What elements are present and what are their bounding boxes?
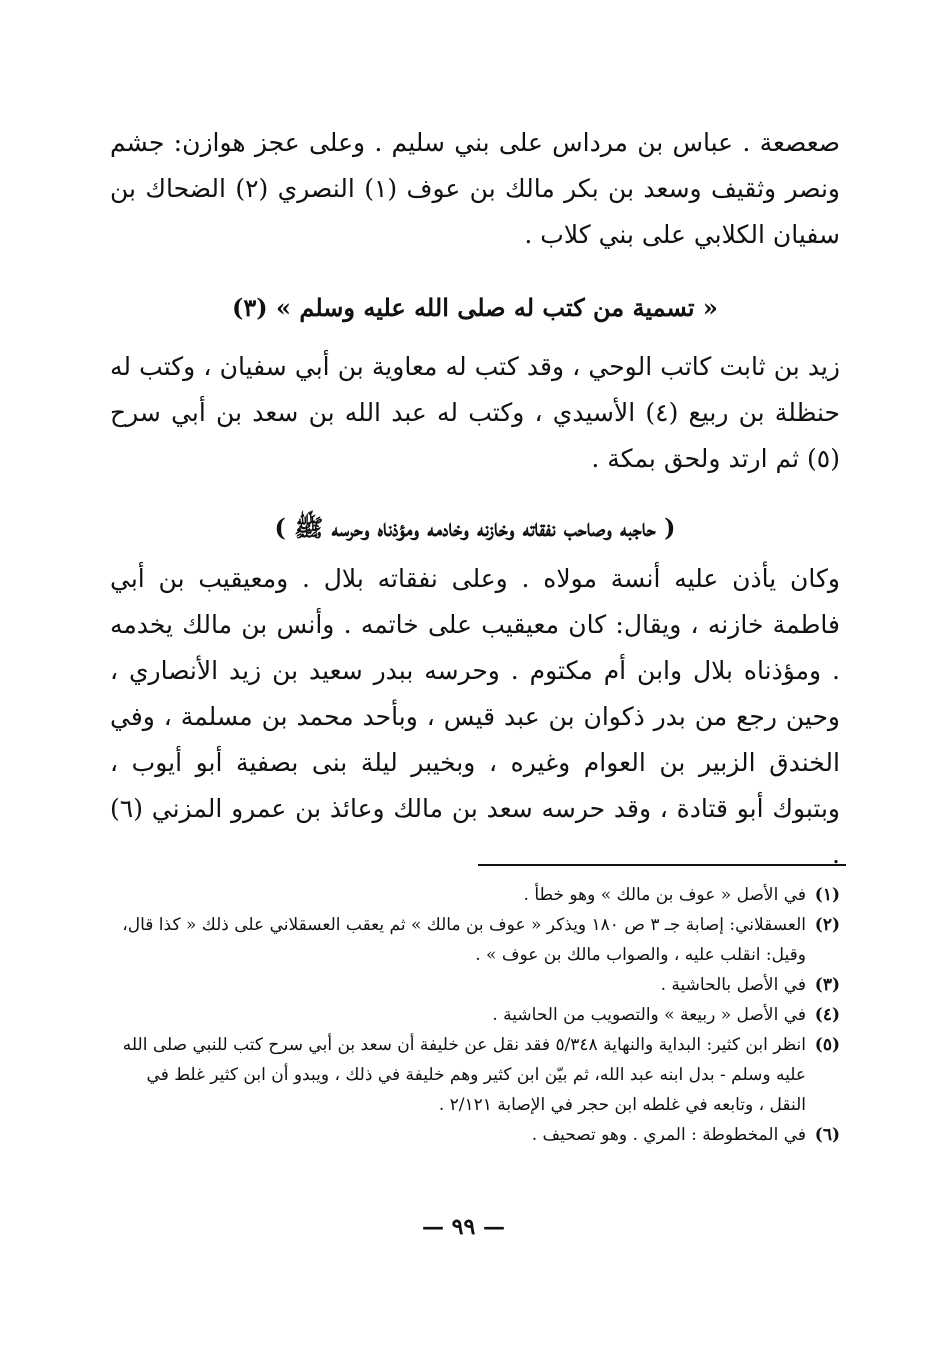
main-text xyxy=(110,120,840,878)
footnote-text: في الأصل « عوف بن مالك » وهو خطأ . xyxy=(523,885,806,905)
footnote-item xyxy=(110,1030,840,1120)
footnotes xyxy=(110,880,840,1150)
footnote-number: (٤) xyxy=(814,1005,840,1025)
footnote-number: (٣) xyxy=(814,975,840,995)
paragraph-attendants: وكان يأذن عليه أنسة مولاه . وعلى نفقاته بلال . ومعيقيب بن أبي فاطمة خازنه ، ويقال: كان معيقيب على خاتمه . وأنس بن مالك يخدمه . ومؤذناه بلال وابن أم مكتوم . وحرسه ببدر سعيد بن زيد الأنصاري ، وحين رجع من بدر ذكوان بن عبد قيس ، وبأحد محمد بن مسلمة ، وفي الخندق الزبير بن العوام وغيره ، وبخيبر ليلة بنى بصفية أبو أيوب ، وبتبوك أبو قتادة ، وقد حرسه سعد بن مالك وعائذ بن عمرو المزني (٦) . xyxy=(110,564,840,869)
footnote-text: العسقلاني: إصابة جـ ٣ ص ١٨٠ ويذكر « عوف بن مالك » ثم يعقب العسقلاني على ذلك « كذا قال، وقيل: انقلب عليه ، والصواب مالك بن عوف » . xyxy=(122,915,806,965)
footnote-number: (٢) xyxy=(814,915,840,935)
heading-attendants: ( حاجبه وصاحب نفقاته وخازنه وخادمه ومؤذناه وحرسه ﷺ ) xyxy=(274,513,676,542)
footnote-divider xyxy=(478,864,846,866)
page-number: — ٩٩ — xyxy=(422,1214,505,1240)
footnote-number: (٦) xyxy=(814,1125,840,1145)
footnote-item xyxy=(110,1000,840,1030)
footnote-number: (١) xyxy=(814,885,840,905)
footnote-text: انظر ابن كثير: البداية والنهاية ٥/٣٤٨ فقد نقل عن خليفة أن سعد بن أبي سرح كتب للنبي صلى الله عليه وسلم - بدل ابنه عبد الله، ثم بيّن ابن كثير وهم خليفة في ذلك ، ويبدو أن ابن كثير غلط في النقل ، وتابعه في غلطه ابن حجر في الإصابة ٢/١٢١ . xyxy=(122,1035,806,1115)
footnote-item xyxy=(110,1120,840,1150)
footnote-text: في المخطوطة : المري . وهو تصحيف . xyxy=(531,1125,806,1145)
footnote-item xyxy=(110,880,840,910)
paragraph-tribes: صعصعة . عباس بن مرداس على بني سليم . وعلى عجز هوازن: جشم ونصر وثقيف وسعد بن بكر مالك بن عوف (١) النصري (٢) الضحاك بن سفيان الكلابي على بني كلاب . xyxy=(110,128,840,249)
footnote-item xyxy=(110,910,840,970)
footnote-text: في الأصل بالحاشية . xyxy=(660,975,806,995)
footnote-text: في الأصل « ربيعة » والتصويب من الحاشية . xyxy=(492,1005,806,1025)
footnote-item xyxy=(110,970,840,1000)
footnote-number: (٥) xyxy=(814,1035,840,1055)
paragraph-scribes: زيد بن ثابت كاتب الوحي ، وقد كتب له معاوية بن أبي سفيان ، وكتب له حنظلة بن ربيع (٤) الأسيدي ، وكتب له عبد الله بن سعد بن أبي سرح (٥) ثم ارتد ولحق بمكة . xyxy=(110,352,840,473)
heading-scribes: « تسمية من كتب له صلى الله عليه وسلم » (٣) xyxy=(232,293,718,322)
